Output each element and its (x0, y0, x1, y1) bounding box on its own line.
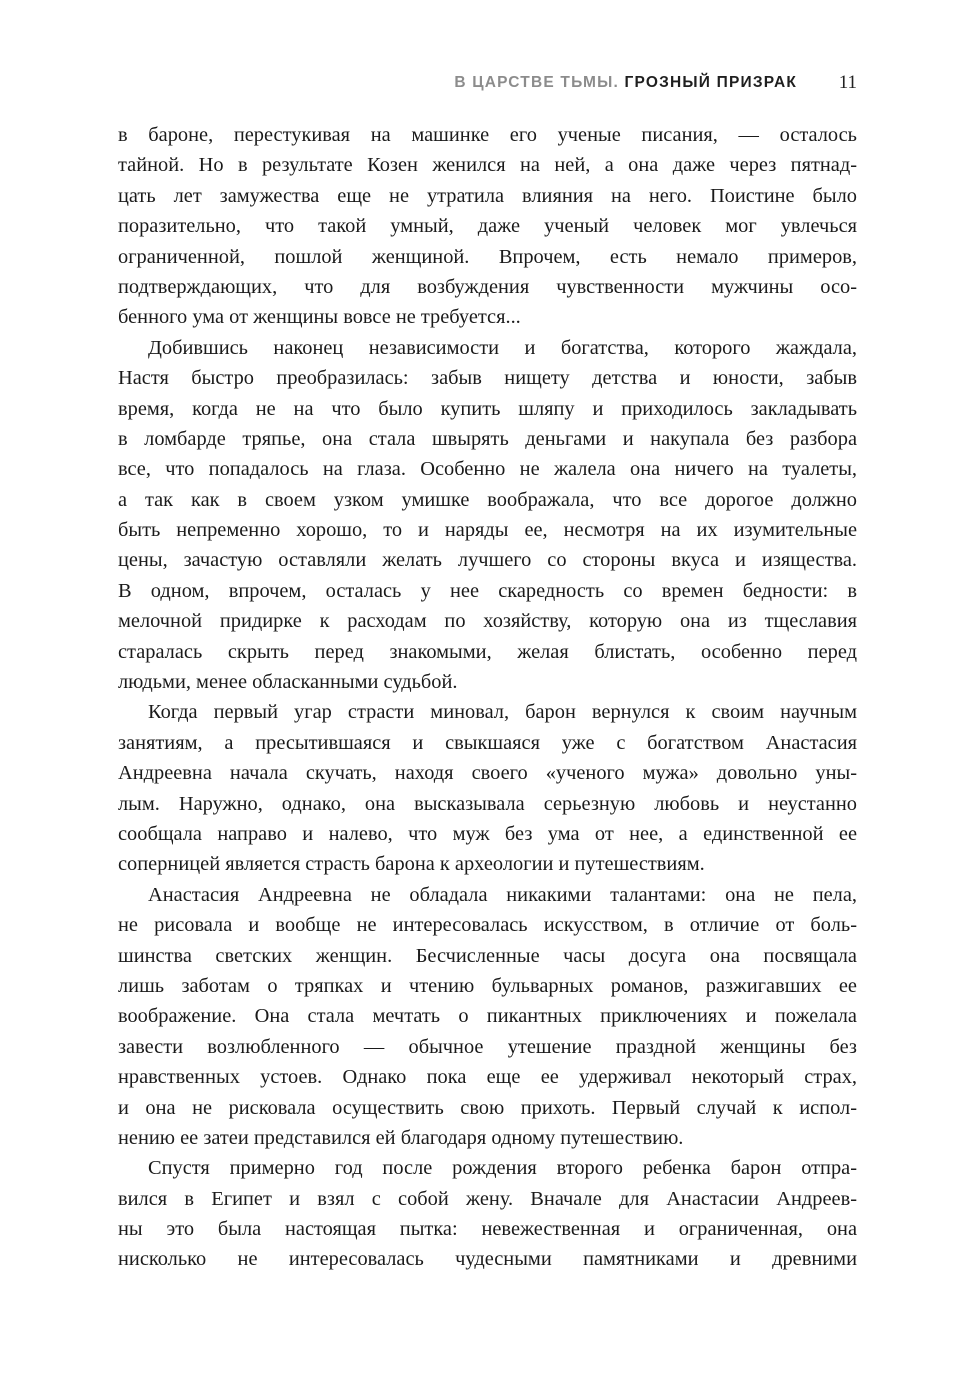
paragraph (118, 880, 857, 1154)
text-line: лишь заботам о тряпках и чтению бульварных романов, разжигавших ее (118, 974, 857, 997)
text-line: Анастасия Андреевна не обладала никакими талантами: она не пела, (148, 883, 857, 906)
text-line: нению ее затеи представился ей благодаря одному путешествию. (118, 1126, 684, 1149)
text-line: ны это была настоящая пытка: невежественная и ограниченная, она (118, 1218, 857, 1241)
text-line: и она не рисковала осуществить свою прихоть. Первый случай к испол- (118, 1096, 857, 1119)
text-line: Спустя примерно год после рождения второго ребенка барон отпра- (148, 1157, 857, 1180)
text-line: ограниченной, пошлой женщиной. Впрочем, есть немало примеров, (118, 245, 857, 268)
text-line: соперницей является страсть барона к археологии и путешествиям. (118, 853, 705, 876)
paragraph (118, 120, 857, 333)
text-line: завести возлюбленного — обычное утешение праздной женщины без (118, 1035, 857, 1058)
text-line: Добившись наконец независимости и богатства, которого жаждала, (148, 336, 857, 359)
text-line: В одном, впрочем, осталась у нее скаредность со времен бедности: в (118, 579, 857, 602)
paragraph (118, 697, 857, 879)
text-line: нравственных устоев. Однако пока еще ее удерживал некоторый страх, (118, 1066, 857, 1089)
text-line: лым. Наружно, однако, она высказывала серьезную любовь и неустанно (118, 792, 857, 815)
text-line: вился в Египет и взял с собой жену. Вначале для Анастасии Андреев- (118, 1187, 857, 1210)
running-title-chapter: ГРОЗНЫЙ ПРИЗРАК (624, 74, 797, 91)
text-line: тайной. Но в результате Козен женился на ней, а она даже через пятнад- (118, 154, 857, 177)
text-line: сообщала направо и налево, что муж без ума от нее, а единственной ее (118, 822, 857, 845)
text-line: в ломбарде тряпье, она стала швырять деньгами и накупала без разбора (118, 427, 857, 450)
text-line: шинства светских женщин. Бесчисленные часы досуга она посвящала (118, 944, 857, 967)
running-head (118, 72, 857, 100)
text-line: воображение. Она стала мечтать о пикантных приключениях и пожелала (118, 1005, 857, 1028)
text-line: нисколько не интересовалась чудесными памятниками и древними (118, 1248, 857, 1271)
paragraph (118, 333, 857, 698)
text-line: старалась скрыть перед знакомыми, желая блистать, особенно перед (118, 640, 857, 663)
page-number: 11 (838, 72, 857, 93)
text-line: людьми, менее обласканными судьбой. (118, 671, 458, 694)
text-line: Когда первый угар страсти миновал, барон вернулся к своим научным (148, 701, 857, 724)
text-line: Настя быстро преобразилась: забыв нищету детства и юности, забыв (118, 367, 857, 390)
text-line: а так как в своем узком умишке воображала, что все дорогое должно (118, 488, 857, 511)
text-line: бенного ума от женщины вовсе не требуется... (118, 306, 521, 329)
text-line: в бароне, перестукивая на машинке его ученые писания, — осталось (118, 124, 857, 146)
text-line: подтверждающих, что для возбуждения чувственности мужчины осо- (118, 275, 857, 298)
text-line: время, когда не на что было купить шляпу и приходилось закладывать (118, 397, 857, 420)
paragraph (118, 1153, 857, 1275)
text-line: цать лет замужества еще не утратила влияния на него. Поистине было (118, 184, 857, 207)
text-line: поразительно, что такой умный, даже ученый человек мог увлечься (118, 215, 857, 238)
text-line: Андреевна начала скучать, находя своего «ученого мужа» довольно уны- (118, 762, 857, 785)
text-line: занятиям, а пресытившаяся и свыкшаяся уже с богатством Анастасия (118, 731, 857, 754)
text-line: не рисовала и вообще не интересовалась искусством, в отличие от боль- (118, 914, 857, 937)
text-line: цены, зачастую оставляли желать лучшего со стороны вкуса и изящества. (118, 549, 857, 572)
body-text (118, 120, 857, 1275)
running-title-part: В ЦАРСТВЕ ТЬМЫ. (454, 74, 620, 91)
running-title (454, 74, 797, 92)
text-line: быть непременно хорошо, то и наряды ее, несмотря на их изумительные (118, 519, 857, 542)
text-line: мелочной придирке к расходам по хозяйству, которую она из тщеславия (118, 610, 857, 633)
text-line: все, что попадалось на глаза. Особенно не жалела она ничего на туалеты, (118, 458, 857, 481)
